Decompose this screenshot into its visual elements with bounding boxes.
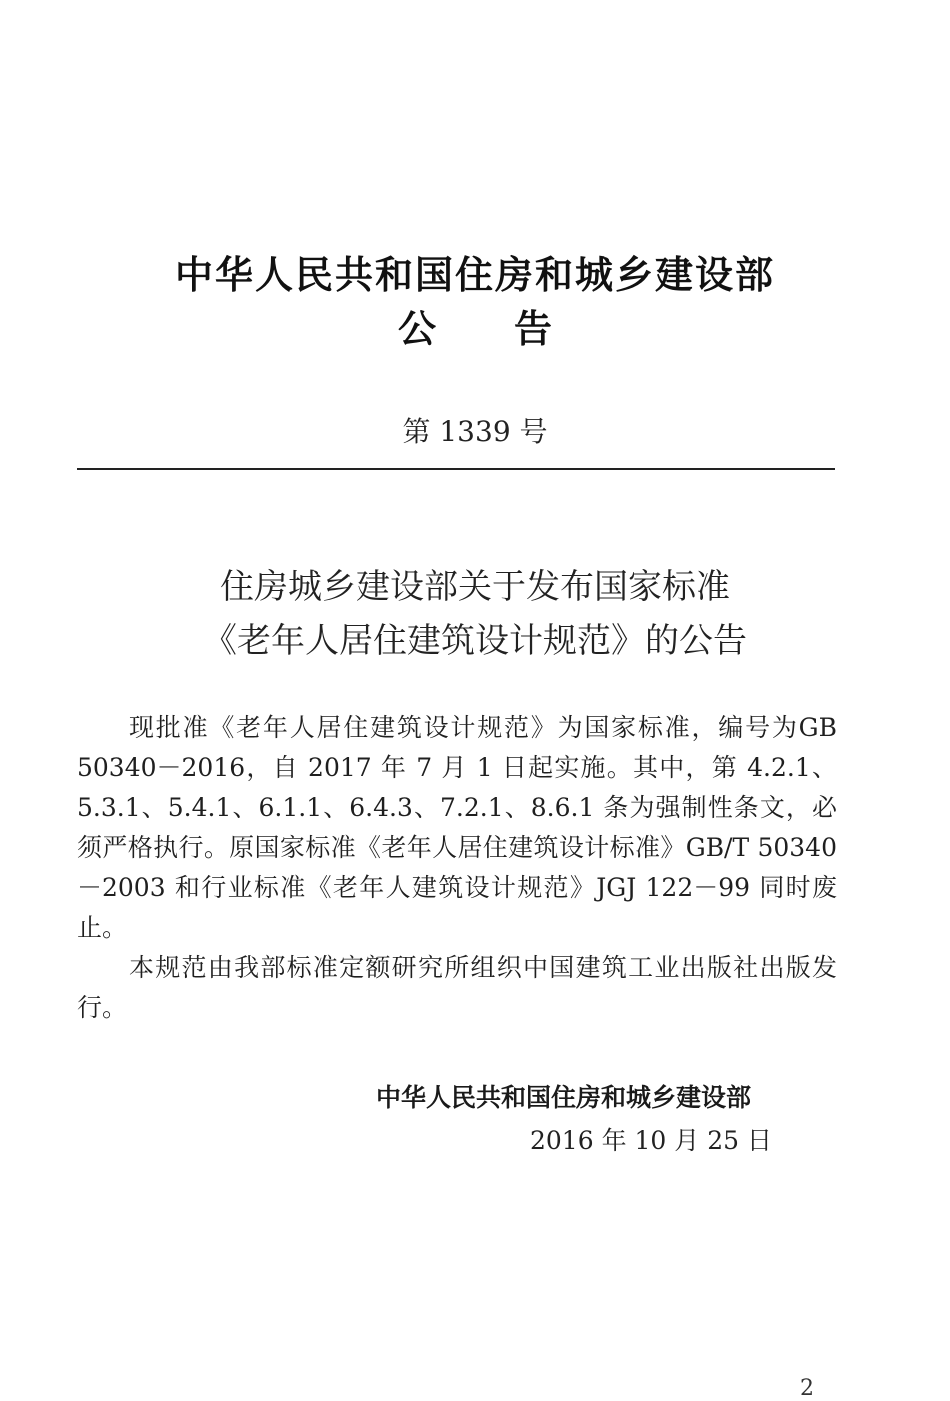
header-divider [77, 468, 835, 470]
body-paragraph-2: 本规范由我部标准定额研究所组织中国建筑工业出版社出版发行。 [77, 953, 837, 1022]
notice-number: 第 1339 号 [402, 415, 548, 448]
body-paragraph-1: 现批准《老年人居住建筑设计规范》为国家标准，编号为GB 50340－2016，自 2017 年 7 月 1 日起实施。其中，第 4.2.1、5.3.1、5.4.1、6.1.1、6.4.3、7.2.1、8.6.1 条为强制性条文，必须严格执行。原国家标准《老年人居住建筑设计标准》GB/T 50340－2003 和行业标准《老年人建筑设计规范》JGJ 122－99 同时废止。 [77, 713, 837, 942]
document-title-line-2: 《老年人居住建筑设计规范》的公告 [203, 621, 747, 661]
page-number: 2 [800, 1376, 814, 1401]
signature-date: 2016 年 10 月 25 日 [530, 1126, 772, 1155]
issuing-organization-heading: 中华人民共和国住房和城乡建设部 [174, 253, 775, 297]
document-title [0, 560, 950, 668]
notice-heading: 公告 [397, 307, 630, 351]
signature-organization: 中华人民共和国住房和城乡建设部 [376, 1083, 752, 1112]
document-body [77, 708, 837, 1028]
document-title-line-1: 住房城乡建设部关于发布国家标准 [220, 567, 730, 607]
